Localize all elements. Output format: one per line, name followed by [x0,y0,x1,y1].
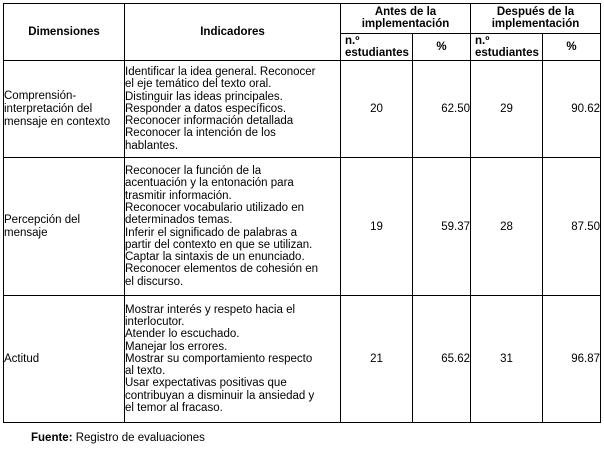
indicators-cell [125,61,341,158]
header-despues: Después de la implementación [471,4,601,34]
header-antes: Antes de la implementación [341,4,471,34]
indicator-line: Reconocer información detallada [125,115,294,128]
indicator-line: el eje temático del texto oral. [125,78,272,91]
indicator-line: contribuyan a disminuir la ansiedad y [125,389,315,402]
source-note [31,432,205,444]
despues-pct-cell: 96.87 [543,296,601,423]
antes-pct-cell: 62.50 [413,61,471,158]
indicator-line: determinados temas. [125,214,233,227]
indicator-line: trasmitir información. [125,189,232,202]
header-dimensiones: Dimensiones [4,4,125,61]
header-antes-pct: % [413,33,471,60]
indicator-line: Mostrar interés y respeto hacia el [125,303,296,316]
table-row [4,158,601,296]
header-despues-n: n.º estudiantes [471,33,543,60]
indicator-line: el discurso. [125,275,184,288]
despues-n-cell: 28 [471,158,543,296]
indicator-line: Inferir el significado de palabras a [125,226,297,239]
despues-pct-cell: 87.50 [543,158,601,296]
indicator-line: Reconocer la función de la [125,165,262,178]
indicators-cell [125,296,341,423]
header-antes-n: n.º estudiantes [341,33,413,60]
dimension-cell: Percepción del mensaje [4,158,125,296]
antes-pct-cell: 59.37 [413,158,471,296]
table-row [4,296,601,423]
despues-pct-cell: 90.62 [543,61,601,158]
indicator-line: Reconocer la intención de los [125,127,276,140]
evaluation-table [3,3,601,423]
header-indicadores: Indicadores [125,4,341,61]
table-row [4,61,601,158]
indicator-line: acentuación y la entonación para [125,177,294,190]
antes-n-cell: 20 [341,61,413,158]
indicator-line: Distinguir las ideas principales. [125,90,283,103]
dimension-cell: Comprensión-interpretación del mensaje en contexto [4,61,125,158]
indicator-line: Mostrar su comportamiento respecto [125,352,313,365]
source-label: Fuente: [31,432,73,444]
antes-pct-cell: 65.62 [413,296,471,423]
indicator-line: partir del contexto en que se utilizan. [125,238,313,251]
header-despues-pct: % [543,33,601,60]
indicator-line: Identificar la idea general. Reconocer [125,65,316,78]
antes-n-cell: 19 [341,158,413,296]
antes-n-cell: 21 [341,296,413,423]
indicator-line: al texto. [125,365,166,378]
dimension-cell: Actitud [4,296,125,423]
indicator-line: Captar la sintaxis de un enunciado. [125,251,305,264]
despues-n-cell: 31 [471,296,543,423]
source-text: Registro de evaluaciones [72,432,205,444]
indicator-line: Responder a datos específicos. [125,102,287,115]
indicators-cell [125,158,341,296]
indicator-line: Manejar los errores. [125,340,228,353]
indicator-line: Reconocer vocabulario utilizado en [125,201,304,214]
indicator-line: el temor al fracaso. [125,402,223,415]
despues-n-cell: 29 [471,61,543,158]
header-row-top [4,4,601,34]
indicator-line: hablantes. [125,139,179,152]
indicator-line: interlocutor. [125,315,185,328]
indicator-line: Reconocer elementos de cohesión en [125,263,319,276]
indicator-line: Atender lo escuchado. [125,328,240,341]
indicator-line: Usar expectativas positivas que [125,377,287,390]
